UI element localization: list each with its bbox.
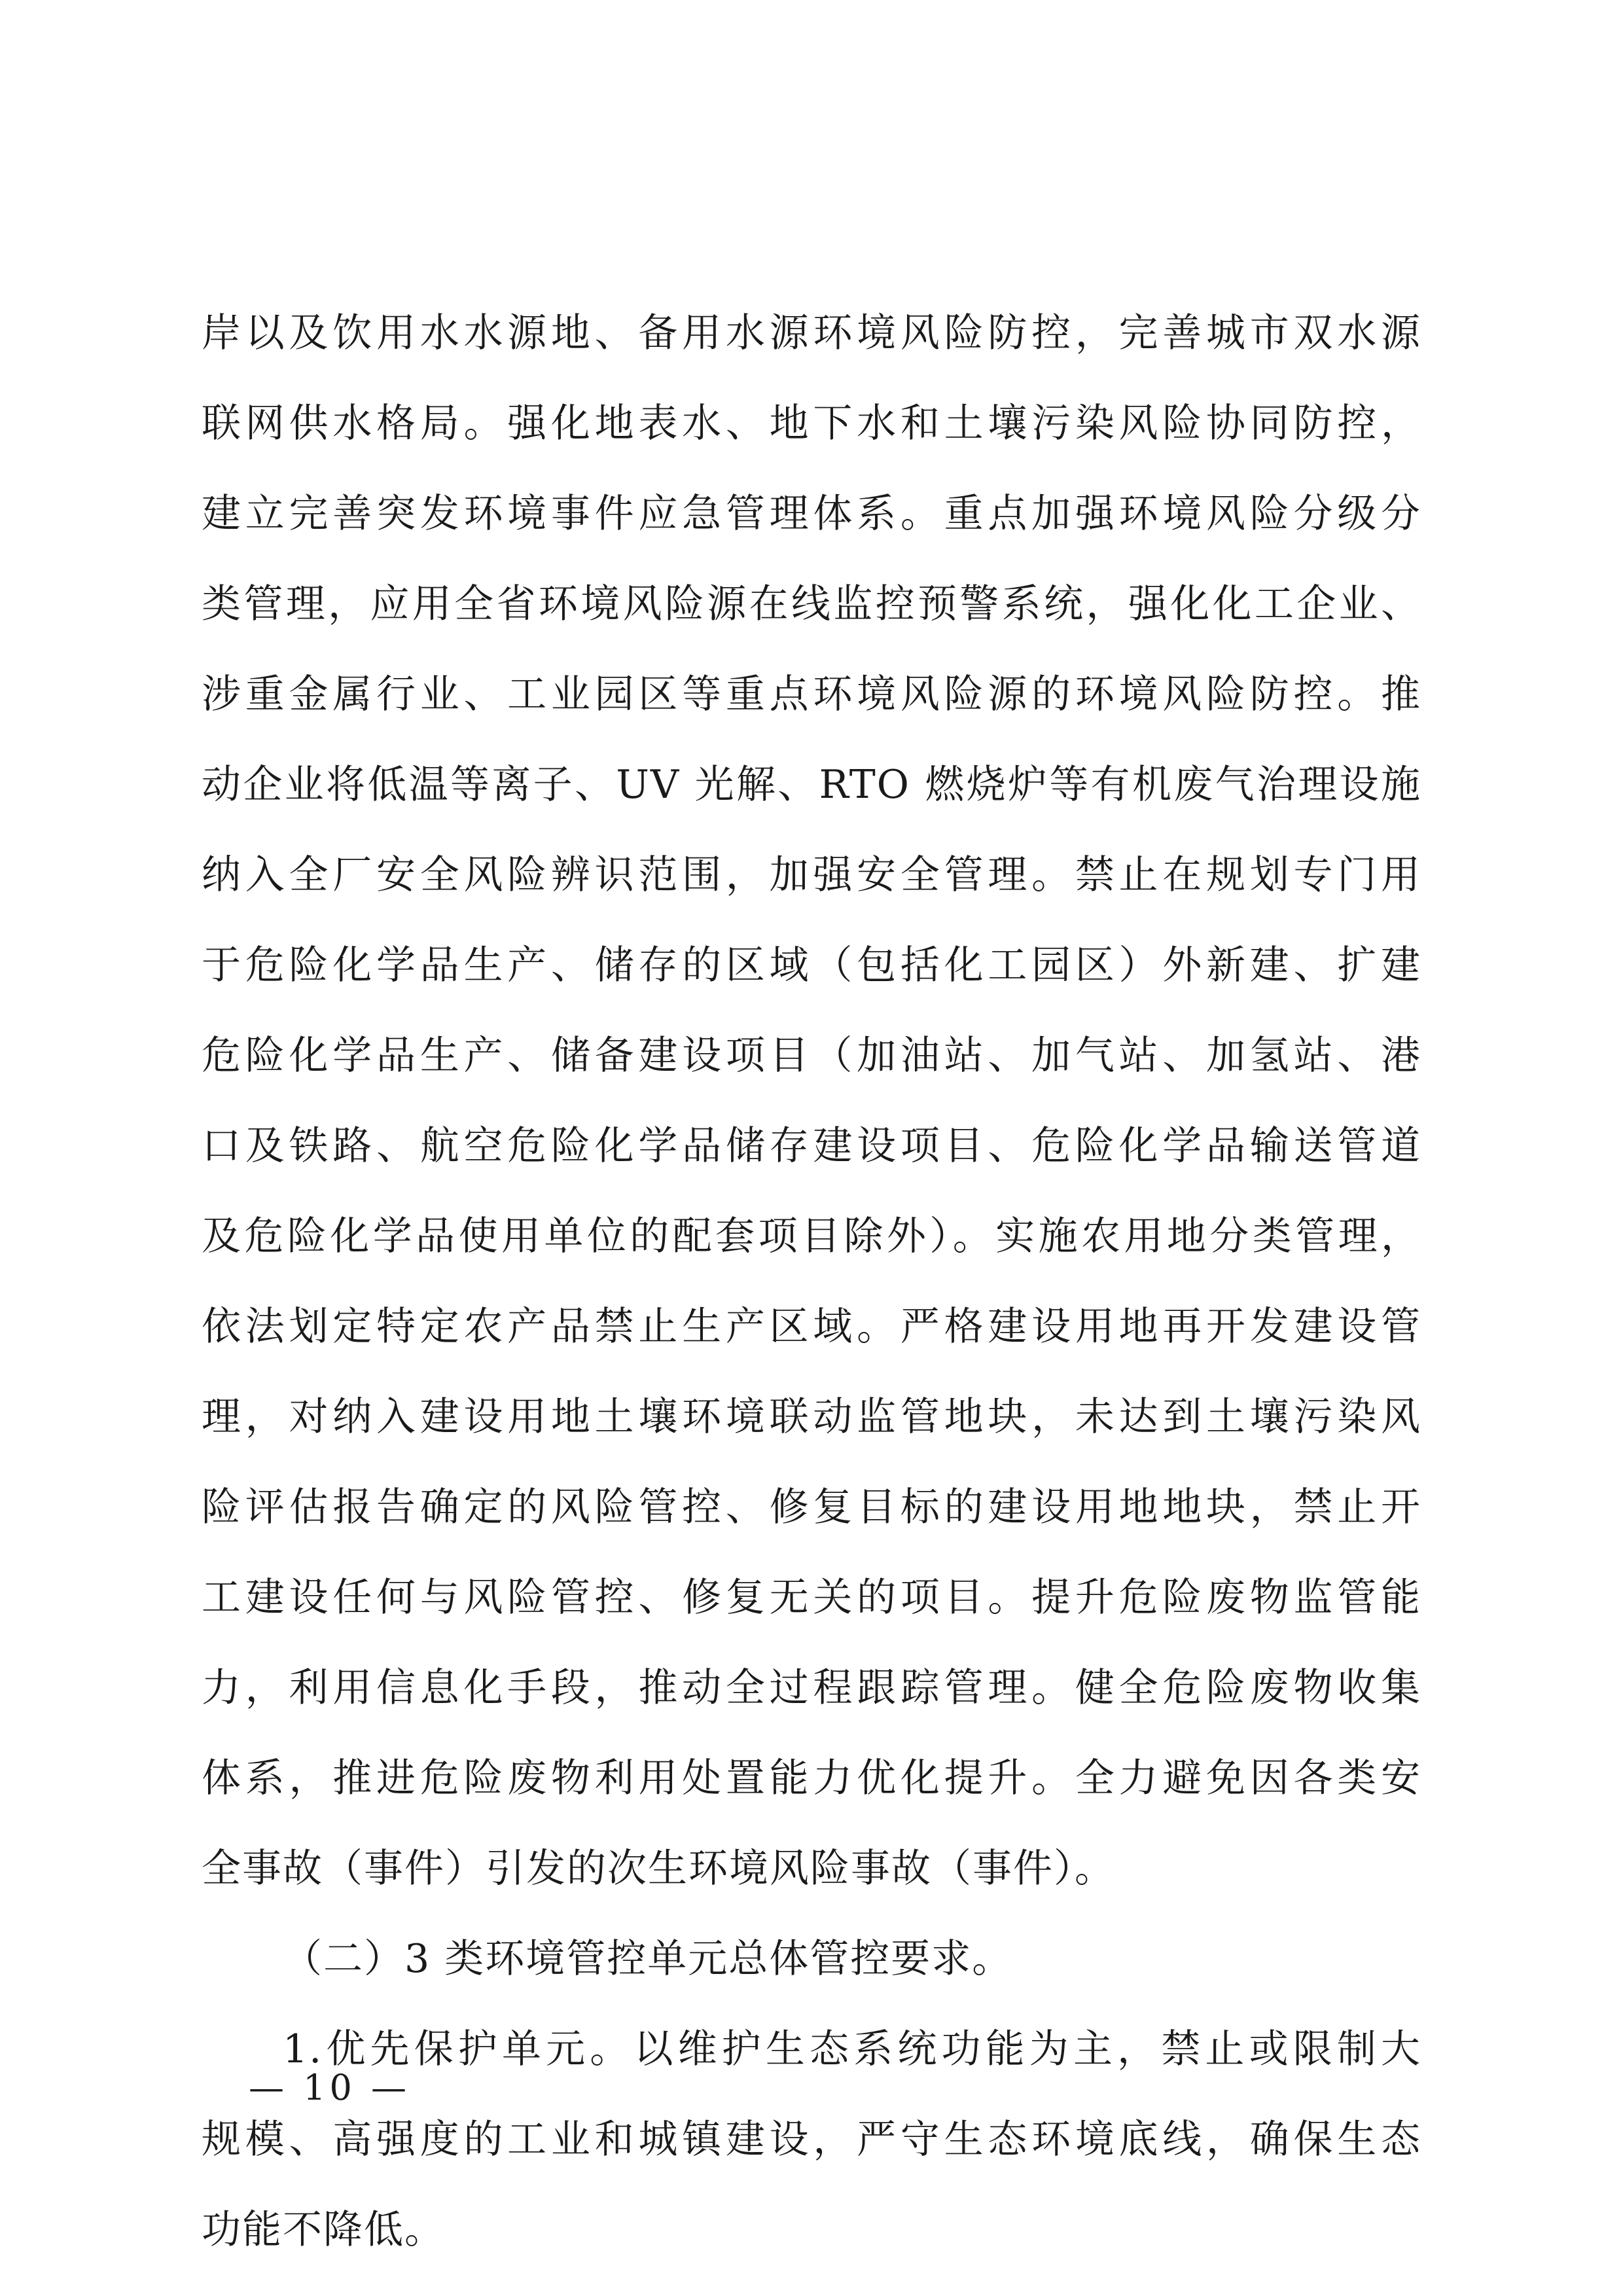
text-line: 险评估报告确定的风险管控、修复目标的建设用地地块，禁止开: [202, 1484, 1421, 1530]
text-line: 理，对纳入建设用地土壤环境联动监管地块，未达到土壤污染风: [202, 1394, 1421, 1440]
body-text: [202, 288, 1421, 2275]
text-line: 规模、高强度的工业和城镇建设，严守生态环境底线，确保生态: [202, 2117, 1421, 2162]
text-line: 工建设任何与风险管控、修复无关的项目。提升危险废物监管能: [202, 1575, 1421, 1621]
text-line: 体系，推进危险废物利用处置能力优化提升。全力避免因各类安: [202, 1755, 1421, 1801]
text-line: 于危险化学品生产、储存的区域（包括化工园区）外新建、扩建: [202, 942, 1421, 988]
text-line: 全事故（事件）引发的次生环境风险事故（事件）。: [202, 1846, 1115, 1892]
text-line: 动企业将低温等离子、UV 光解、RTO 燃烧炉等有机废气治理设施: [202, 762, 1421, 808]
text-line: 岸以及饮用水水源地、备用水源环境风险防控，完善城市双水源: [202, 310, 1421, 356]
text-line: 1.优先保护单元。以维护生态系统功能为主，禁止或限制大: [283, 2026, 1421, 2072]
text-line: 功能不降低。: [202, 2207, 445, 2253]
text-line: 依法划定特定农产品禁止生产区域。严格建设用地再开发建设管: [202, 1304, 1421, 1350]
text-line: 口及铁路、航空危险化学品储存建设项目、危险化学品输送管道: [202, 1123, 1421, 1169]
text-line: 纳入全厂安全风险辨识范围，加强安全管理。禁止在规划专门用: [202, 852, 1421, 898]
text-line: 涉重金属行业、工业园区等重点环境风险源的环境风险防控。推: [202, 672, 1421, 717]
text-line: 力，利用信息化手段，推动全过程跟踪管理。健全危险废物收集: [202, 1665, 1421, 1711]
text-line: 类管理，应用全省环境风险源在线监控预警系统，强化化工企业、: [202, 581, 1421, 627]
text-line: 建立完善突发环境事件应急管理体系。重点加强环境风险分级分: [202, 491, 1421, 537]
text-line: 危险化学品生产、储备建设项目（加油站、加气站、加氢站、港: [202, 1033, 1421, 1079]
text-line: 联网供水格局。强化地表水、地下水和土壤污染风险协同防控，: [202, 401, 1421, 446]
section-heading: （二）3 类环境管控单元总体管控要求。: [283, 1936, 1013, 1982]
text-line: 及危险化学品使用单位的配套项目除外）。实施农用地分类管理，: [202, 1213, 1421, 1259]
page-number: — 10 —: [249, 2067, 411, 2108]
